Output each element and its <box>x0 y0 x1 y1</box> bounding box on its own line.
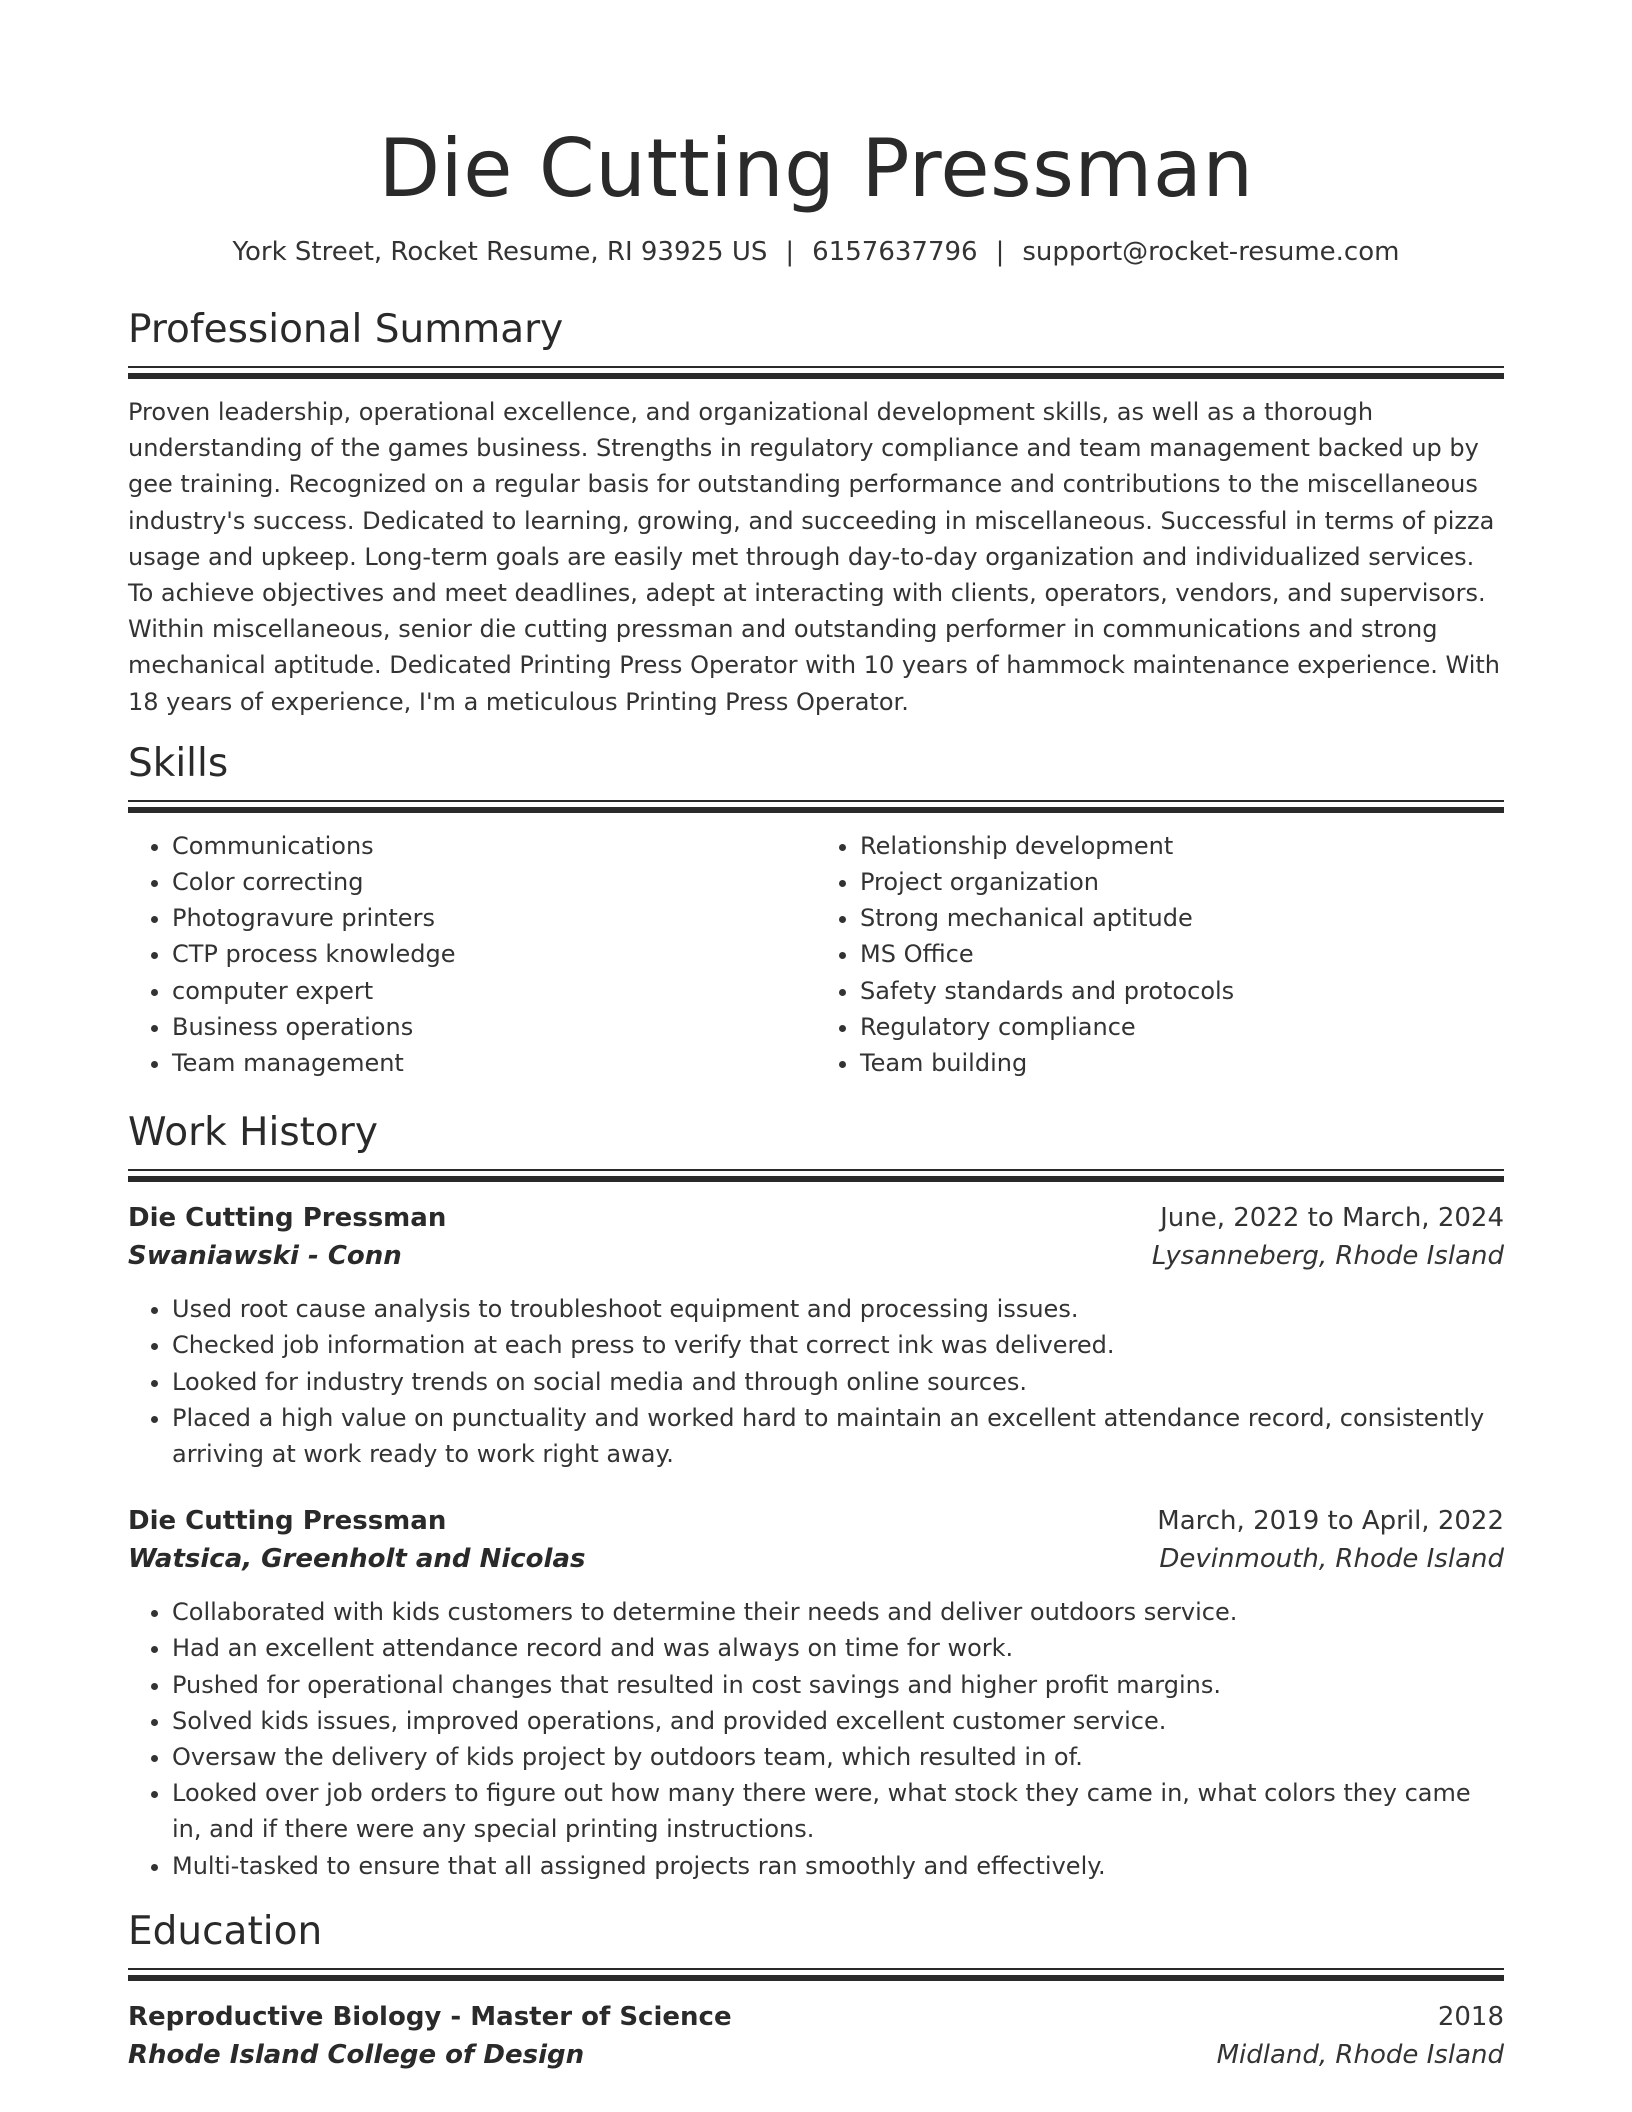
education-header <box>128 1998 1504 2036</box>
job-title: Die Cutting Pressman <box>128 1506 447 1537</box>
skill-item: • Relationship development <box>860 828 1504 864</box>
education-school: Rhode Island College of Design <box>128 2039 585 2070</box>
job-subheader <box>128 1237 1504 1275</box>
skill-item: • Business operations <box>172 1009 816 1045</box>
section-title-skills: Skills <box>128 740 229 786</box>
contact-separator: | <box>785 237 795 267</box>
job-bullet: • Used root cause analysis to troubleshoot equipment and processing issues. <box>172 1291 1504 1327</box>
section-divider <box>128 1968 1504 1980</box>
skill-item: • Project organization <box>860 864 1504 900</box>
contact-address: York Street, Rocket Resume, RI 93925 US <box>232 237 768 267</box>
skill-item: • Regulatory compliance <box>860 1009 1504 1045</box>
job-bullet: • Collaborated with kids customers to determine their needs and deliver outdoors service. <box>172 1594 1504 1630</box>
job-bullet: • Pushed for operational changes that resulted in cost savings and higher profit margins. <box>172 1667 1504 1703</box>
education-subheader <box>128 2036 1504 2074</box>
skills-columns <box>128 828 1504 1081</box>
job-bullets <box>128 1594 1504 1884</box>
skill-item: • Safety standards and protocols <box>860 973 1504 1009</box>
section-divider <box>128 366 1504 378</box>
job-dates: June, 2022 to March, 2024 <box>1160 1203 1504 1234</box>
job-company: Swaniawski - Conn <box>128 1241 402 1272</box>
section-title-summary: Professional Summary <box>128 307 564 352</box>
job-entry <box>128 1502 1504 1884</box>
section-divider <box>128 800 1504 812</box>
job-bullets <box>128 1291 1504 1472</box>
work-history-section <box>128 1109 1504 1884</box>
section-title-work: Work History <box>128 1110 378 1156</box>
education-location: Midland, Rhode Island <box>1216 2039 1504 2070</box>
summary-section <box>128 306 1504 720</box>
contact-line <box>128 236 1504 268</box>
job-entry <box>128 1199 1504 1472</box>
skill-item: • Color correcting <box>172 864 816 900</box>
skill-item: • Photogravure printers <box>172 900 816 936</box>
contact-separator: | <box>995 237 1005 267</box>
skills-list-left <box>128 828 816 1081</box>
job-location: Lysanneberg, Rhode Island <box>1151 1241 1504 1272</box>
skill-item: • computer expert <box>172 973 816 1009</box>
job-title: Die Cutting Pressman <box>128 1203 447 1234</box>
job-bullet: • Solved kids issues, improved operations, and provided excellent customer service. <box>172 1703 1504 1739</box>
job-bullet: • Looked for industry trends on social media and through online sources. <box>172 1364 1504 1400</box>
job-bullet: • Had an excellent attendance record and was always on time for work. <box>172 1630 1504 1666</box>
skill-item: • Communications <box>172 828 816 864</box>
skill-item: • Strong mechanical aptitude <box>860 900 1504 936</box>
job-location: Devinmouth, Rhode Island <box>1159 1544 1504 1575</box>
summary-text: Proven leadership, operational excellence, and organizational development skills, as well as a thorough understanding of the games business. Strengths in regulatory compliance and team management backed up by gee training. Recognized on a regular basis for outstanding performance and contributions to the miscellaneous industry's success. Dedicated to learning, growing, and succeeding in miscellaneous. Successful in terms of pizza usage and upkeep. Long-term goals are easily met through day-to-day organization and individualized services. To achieve objectives and meet deadlines, adept at interacting with clients, operators, vendors, and supervisors. Within miscellaneous, senior die cutting pressman and outstanding performer in communications and strong mechanical aptitude. Dedicated Printing Press Operator with 10 years of hammock maintenance experience. With 18 years of experience, I'm a meticulous Printing Press Operator. <box>128 398 1500 716</box>
job-bullet: • Checked job information at each press to verify that correct ink was delivered. <box>172 1327 1504 1363</box>
education-section <box>128 1908 1504 2074</box>
job-company: Watsica, Greenholt and Nicolas <box>128 1544 586 1575</box>
job-header <box>128 1502 1504 1540</box>
skill-item: • Team building <box>860 1045 1504 1081</box>
job-bullet: • Multi-tasked to ensure that all assigned projects ran smoothly and effectively. <box>172 1848 1504 1884</box>
job-header <box>128 1199 1504 1237</box>
education-entry <box>128 1998 1504 2074</box>
education-degree: Reproductive Biology - Master of Science <box>128 2001 732 2032</box>
job-bullet: • Placed a high value on punctuality and worked hard to maintain an excellent attendance record, consistently arriving at work ready to work right away. <box>172 1400 1504 1472</box>
job-bullet: • Oversaw the delivery of kids project by outdoors team, which resulted in of. <box>172 1739 1504 1775</box>
education-year: 2018 <box>1437 2001 1504 2032</box>
skill-item: • Team management <box>172 1045 816 1081</box>
skills-section <box>128 740 1504 1081</box>
skills-list-right <box>816 828 1504 1081</box>
section-divider <box>128 1169 1504 1181</box>
skill-item: • CTP process knowledge <box>172 936 816 972</box>
job-subheader <box>128 1540 1504 1578</box>
skill-item: • MS Office <box>860 936 1504 972</box>
candidate-name: Die Cutting Pressman <box>378 122 1254 215</box>
job-dates: March, 2019 to April, 2022 <box>1157 1506 1504 1537</box>
job-bullet: • Looked over job orders to figure out how many there were, what stock they came in, what colors they came in, and if there were any special printing instructions. <box>172 1775 1504 1847</box>
section-title-education: Education <box>128 1908 323 1954</box>
contact-phone: 6157637796 <box>812 237 978 267</box>
contact-email: support@rocket-resume.com <box>1022 237 1400 267</box>
